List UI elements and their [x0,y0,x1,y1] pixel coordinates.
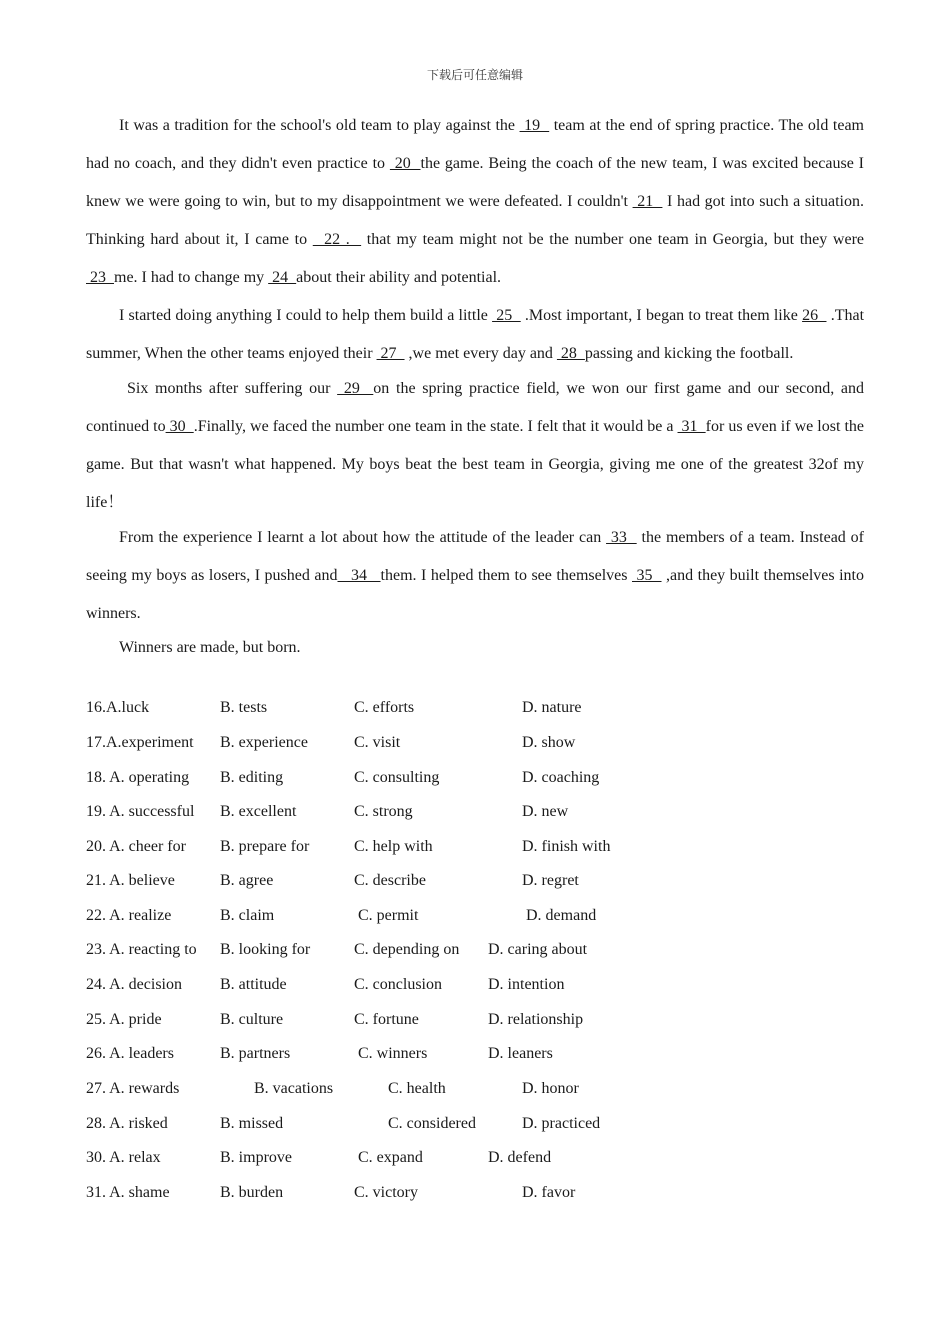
option-d: D. defend [488,1149,552,1166]
option-b: B. editing [220,769,284,786]
option-d: D. coaching [522,769,600,786]
answer-blank: 22 . [312,231,362,248]
option-d: D. intention [488,976,565,993]
answer-blank: 26 [802,307,827,324]
option-a: 18. A. operating [86,769,190,786]
option-a: 22. A. realize [86,907,172,924]
option-b: B. missed [220,1115,284,1132]
option-b: B. prepare for [220,838,310,855]
answer-blank: 31 [677,418,706,435]
paragraph-2: I started doing anything I could to help them build a little 25 .Most important, I began to treat them like 26 .That summer, When the other teams enjoyed their 27 ,we met every day and 28 passing and kicking the football. [86,307,865,362]
paragraph-3: Six months after suffering our 29 on the spring practice field, we won our first game and our second, and continued to 30 .Finally, we faced the number one team in the state. I felt that it would be a 31 for us even if we lost the game. But that wasn't what happened. My boys beat the best team in Georgia, giving me one of the greatest 32of my life！ [86,380,865,511]
option-d: D. practiced [522,1115,601,1132]
option-b: B. vacations [254,1080,334,1097]
option-b: B. agree [220,872,274,889]
option-a: 26. A. leaders [86,1045,174,1062]
option-c: C. fortune [354,1011,419,1028]
option-c: C. depending on [354,941,460,958]
option-a: 23. A. reacting to [86,941,197,958]
option-d: D. finish with [522,838,611,855]
option-a: 31. A. shame [86,1184,170,1201]
answer-blank: 29 [337,380,374,397]
option-a: 17.A.experiment [86,734,194,751]
answer-blank: 28 [556,345,585,362]
option-c: C. considered [388,1115,476,1132]
option-c: C. permit [358,907,419,924]
option-d: D. nature [522,699,582,716]
option-c: C. consulting [354,769,440,786]
option-d: D. honor [522,1080,579,1097]
option-a: 19. A. successful [86,803,195,820]
option-d: D. caring about [488,941,588,958]
option-d: D. show [522,734,576,751]
option-b: B. improve [220,1149,292,1166]
option-d: D. regret [522,872,579,889]
option-c: C. victory [354,1184,418,1201]
option-a: 24. A. decision [86,976,182,993]
option-d: D. relationship [488,1011,584,1028]
answer-blank: 23 [86,269,114,286]
option-c: C. describe [354,872,426,889]
option-a: 28. A. risked [86,1115,168,1132]
option-a: 30. A. relax [86,1149,161,1166]
option-a: 25. A. pride [86,1011,162,1028]
answer-blank: 24 [268,269,297,286]
cloze-passage [86,107,864,665]
option-a: 21. A. believe [86,872,175,889]
option-b: B. partners [220,1045,291,1062]
paragraph-4: From the experience I learnt a lot about how the attitude of the leader can 33 the members of a team. Instead of seeing my boys as losers, I pushed and 34 them. I helped them to see themselves 35 ,and they built themselves into winners. [86,529,865,622]
option-a: 16.A.luck [86,699,150,716]
option-b: B. claim [220,907,275,924]
option-b: B. excellent [220,803,297,820]
page-header: 下载后可任意编辑 [426,68,523,82]
answer-blank: 34 [337,567,381,584]
answer-blank: 30 [165,418,194,435]
option-d: D. favor [522,1184,576,1201]
option-a: 20. A. cheer for [86,838,186,855]
option-a: 27. A. rewards [86,1080,180,1097]
option-c: C. help with [354,838,433,855]
answer-blank: 21 [632,193,663,210]
option-c: C. visit [354,734,401,751]
answer-blank: 19 [519,117,550,134]
answer-blank: 25 [492,307,521,324]
option-b: B. looking for [220,941,311,958]
option-b: B. tests [220,699,268,716]
option-b: B. culture [220,1011,284,1028]
option-c: C. winners [358,1045,428,1062]
option-d: D. leaners [488,1045,553,1062]
answer-blank: 20 [389,155,421,172]
answer-blank: 33 [606,529,637,546]
option-c: C. efforts [354,699,415,716]
answer-blank: 27 [376,345,405,362]
paragraph-1: It was a tradition for the school's old team to play against the 19 team at the end of spring practice. The old team had no coach, and they didn't even practice to 20 the game. Being the coach of the new team, I was excited because I knew we were going to win, but to my disappointment we were defeated. I couldn't 21 I had got into such a situation. Thinking hard about it, I came to 22 . that my team might not be the number one team in Georgia, but they were 23 me. I had to change my 24 about their ability and potential. [86,117,865,286]
option-b: B. burden [220,1184,284,1201]
paragraph-5: Winners are made, but born. [119,639,301,656]
option-c: C. strong [354,803,413,820]
option-d: D. new [522,803,569,820]
option-d: D. demand [526,907,597,924]
option-b: B. experience [220,734,308,751]
option-b: B. attitude [220,976,287,993]
answer-blank: 35 [632,567,662,584]
option-c: C. health [388,1080,446,1097]
option-c: C. conclusion [354,976,442,993]
option-c: C. expand [358,1149,423,1166]
